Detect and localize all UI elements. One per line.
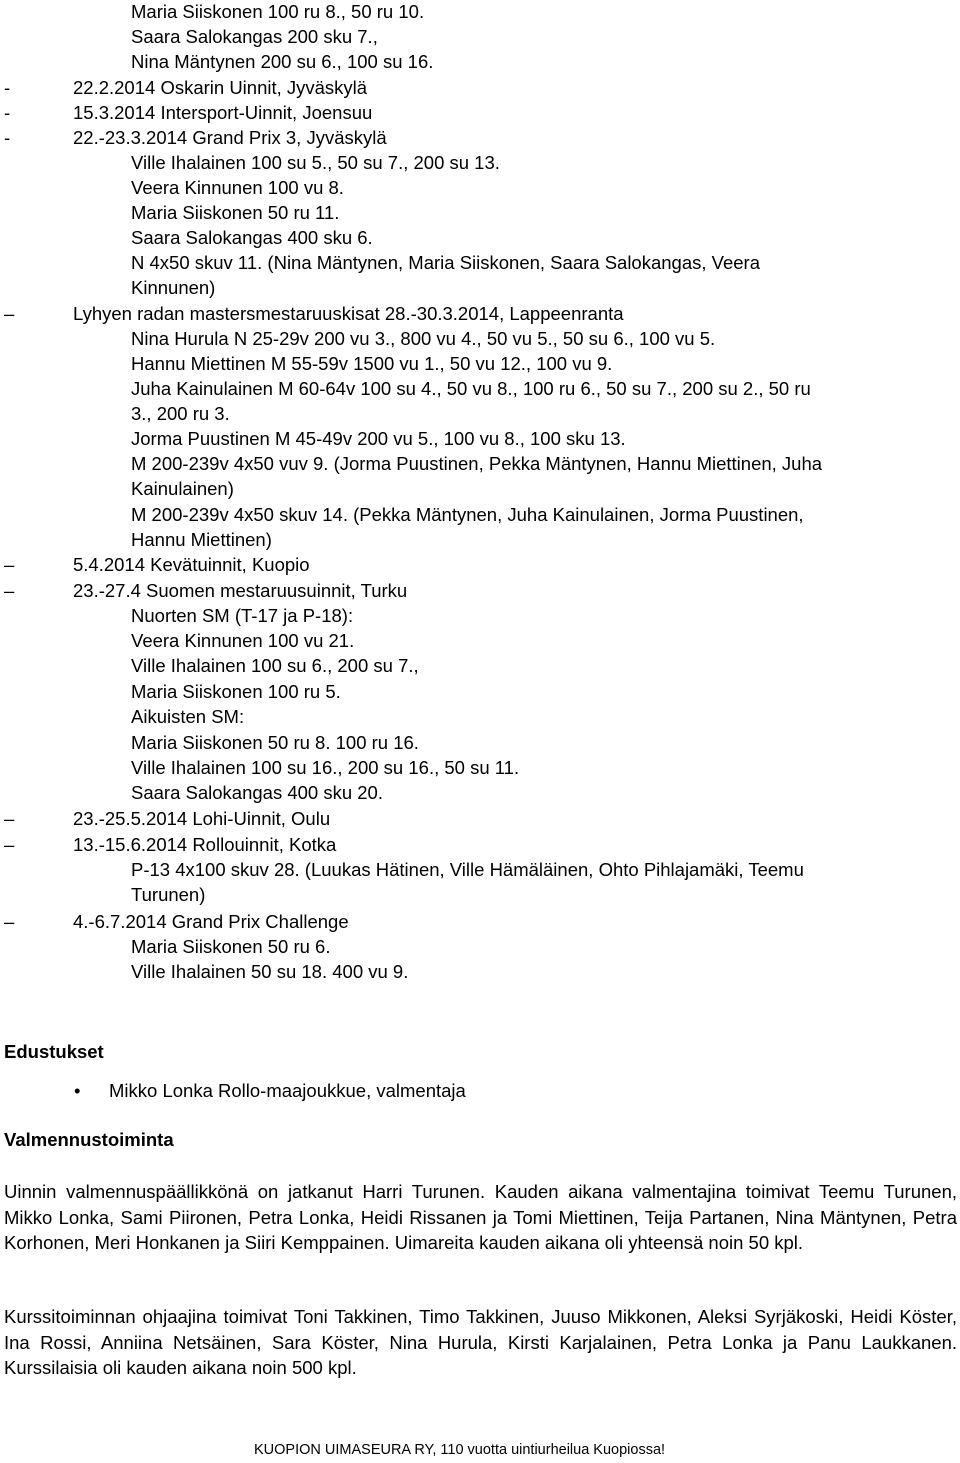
- result-line: Maria Siiskonen 100 ru 5.: [131, 681, 341, 702]
- result-line: Saara Salokangas 400 sku 6.: [131, 227, 373, 248]
- list-marker: -: [4, 102, 11, 123]
- competition-line: 22.-23.3.2014 Grand Prix 3, Jyväskylä: [73, 127, 387, 148]
- result-line: Nuorten SM (T-17 ja P-18):: [131, 605, 354, 626]
- result-line: Maria Siiskonen 50 ru 11.: [131, 202, 340, 223]
- result-line: M 200-239v 4x50 skuv 14. (Pekka Mäntynen, Juha Kainulainen, Jorma Puustinen,: [131, 504, 804, 525]
- competition-line: Lyhyen radan mastersmestaruuskisat 28.-30.3.2014, Lappeenranta: [73, 303, 624, 324]
- list-marker: -: [4, 77, 11, 98]
- result-line: Nina Mäntynen 200 su 6., 100 su 16.: [131, 51, 434, 72]
- result-line: Maria Siiskonen 50 ru 8. 100 ru 16.: [131, 732, 419, 753]
- result-line: Saara Salokangas 400 sku 20.: [131, 782, 383, 803]
- page-footer: KUOPION UIMASEURA RY, 110 vuotta uintiurheilua Kuopiossa!: [254, 1442, 666, 1458]
- list-marker: –: [4, 554, 15, 575]
- competition-line: 13.-15.6.2014 Rollouinnit, Kotka: [73, 834, 337, 855]
- result-line: Jorma Puustinen M 45-49v 200 vu 5., 100 vu 8., 100 sku 13.: [131, 428, 626, 449]
- result-line: Aikuisten SM:: [131, 706, 245, 727]
- result-line: Veera Kinnunen 100 vu 8.: [131, 177, 344, 198]
- section-heading-valmennustoiminta: Valmennustoiminta: [4, 1129, 174, 1150]
- section-heading-edustukset: Edustukset: [4, 1041, 104, 1062]
- result-line: Maria Siiskonen 100 ru 8., 50 ru 10.: [131, 1, 425, 22]
- competition-line: 15.3.2014 Intersport-Uinnit, Joensuu: [73, 102, 373, 123]
- bullet-marker: •: [74, 1080, 81, 1101]
- result-line: Saara Salokangas 200 sku 7.,: [131, 26, 378, 47]
- competition-line: 23.-27.4 Suomen mestaruusuinnit, Turku: [73, 580, 408, 601]
- result-line: Maria Siiskonen 50 ru 6.: [131, 936, 331, 957]
- result-line: Kainulainen): [131, 478, 234, 499]
- list-marker: –: [4, 580, 15, 601]
- valmennus-paragraph-2: Kurssitoiminnan ohjaajina toimivat Toni Takkinen, Timo Takkinen, Juuso Mikkonen, Aleksi Syrjäkoski, Heidi Köster, Ina Rossi, Anniina Netsäinen, Sara Köster, Nina Hurula, Kirsti Karjalainen, Petra Lonka ja Panu Laukkanen. Kurssilaisia oli kauden aikana noin 500 kpl.: [4, 1306, 957, 1378]
- result-line: Kinnunen): [131, 277, 216, 298]
- competition-line: 4.-6.7.2014 Grand Prix Challenge: [73, 911, 349, 932]
- competition-line: 23.-25.5.2014 Lohi-Uinnit, Oulu: [73, 808, 331, 829]
- list-marker: –: [4, 834, 15, 855]
- result-line: P-13 4x100 skuv 28. (Luukas Hätinen, Ville Hämäläinen, Ohto Pihlajamäki, Teemu: [131, 859, 804, 880]
- valmennus-paragraph-1: Uinnin valmennuspäällikkönä on jatkanut Harri Turunen. Kauden aikana valmentajina toimivat Teemu Turunen, Mikko Lonka, Sami Piironen, Petra Lonka, Heidi Rissanen ja Tomi Miettinen, Teija Partanen, Nina Mäntynen, Petra Korhonen, Meri Honkanen ja Siiri Kemppainen. Uimareita kauden aikana oli yhteensä noin 50 kpl.: [4, 1181, 957, 1253]
- list-marker: –: [4, 303, 15, 324]
- result-line: Ville Ihalainen 100 su 16., 200 su 16., 50 su 11.: [131, 757, 520, 778]
- result-line: N 4x50 skuv 11. (Nina Mäntynen, Maria Siiskonen, Saara Salokangas, Veera: [131, 252, 760, 273]
- result-line: Ville Ihalainen 100 su 6., 200 su 7.,: [131, 655, 419, 676]
- result-line: Ville Ihalainen 50 su 18. 400 vu 9.: [131, 961, 409, 982]
- result-line: Veera Kinnunen 100 vu 21.: [131, 630, 355, 651]
- result-line: Juha Kainulainen M 60-64v 100 su 4., 50 vu 8., 100 ru 6., 50 su 7., 200 su 2., 50 ru: [131, 378, 811, 399]
- result-line: M 200-239v 4x50 vuv 9. (Jorma Puustinen, Pekka Mäntynen, Hannu Miettinen, Juha: [131, 453, 823, 474]
- result-line: Hannu Miettinen): [131, 529, 272, 550]
- result-line: 3., 200 ru 3.: [131, 403, 230, 424]
- list-marker: –: [4, 808, 15, 829]
- competition-line: 22.2.2014 Oskarin Uinnit, Jyväskylä: [73, 77, 368, 98]
- result-line: Hannu Miettinen M 55-59v 1500 vu 1., 50 vu 12., 100 vu 9.: [131, 353, 613, 374]
- list-marker: -: [4, 127, 11, 148]
- result-line: Turunen): [131, 884, 206, 905]
- result-line: Ville Ihalainen 100 su 5., 50 su 7., 200 su 13.: [131, 152, 500, 173]
- edustukset-item: Mikko Lonka Rollo-maajoukkue, valmentaja: [109, 1080, 466, 1101]
- competition-line: 5.4.2014 Kevätuinnit, Kuopio: [73, 554, 310, 575]
- list-marker: –: [4, 911, 15, 932]
- result-line: Nina Hurula N 25-29v 200 vu 3., 800 vu 4., 50 vu 5., 50 su 6., 100 vu 5.: [131, 328, 716, 349]
